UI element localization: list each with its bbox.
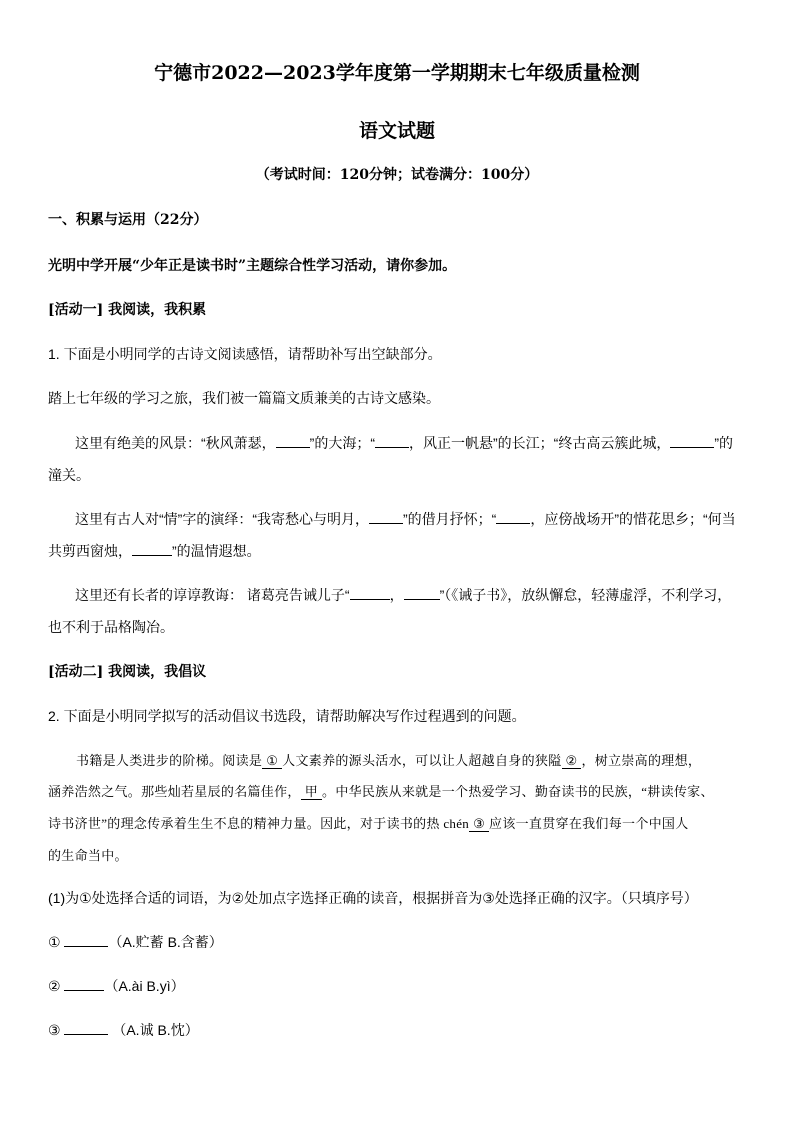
text-span: ”（《诫子书》，放纵懈怠，轻薄虚浮，不利学习， [439, 587, 732, 603]
text-span: 。中华民族从来就是一个热爱学习、勤奋读书的民族，“耕读传家、 [322, 784, 714, 799]
text-span: ， [389, 587, 404, 603]
answer-blank[interactable] [64, 932, 108, 947]
text-span: 书籍是人类进步的阶梯。阅读是 [76, 753, 263, 768]
option-choices: （A.诚 B.忱） [112, 1022, 199, 1038]
poem-paragraph-2-cont [48, 541, 261, 561]
text-span: 涵养浩然之气。那些灿若星辰的名篇佳作， [48, 784, 301, 799]
poem-paragraph-2 [75, 509, 736, 529]
question1-prompt: 1. 下面是小明同学的古诗文阅读感悟，请帮助补写出空缺部分。 [48, 346, 442, 362]
answer-blank[interactable] [369, 509, 403, 524]
answer-blank[interactable] [132, 541, 172, 556]
section-heading: 一、积累与运用（22分） [48, 212, 208, 228]
option-number: ② [48, 978, 61, 994]
option-choices: （A.ài B.yì） [104, 978, 185, 994]
text-span: ”的借月抒怀；“ [403, 511, 497, 527]
exam-info: （考试时间：120分钟；试卷满分：100分） [255, 167, 539, 183]
passage-line-2 [48, 781, 714, 800]
poem-paragraph-3 [75, 585, 731, 605]
option-number: ① [48, 934, 61, 950]
exam-title: 宁德市2022—2023学年度第一学期期末七年级质量检测 [154, 62, 640, 84]
option-row-2 [48, 976, 185, 996]
question1-lead: 踏上七年级的学习之旅，我们被一篇篇文质兼美的古诗文感染。 [48, 390, 440, 406]
answer-blank[interactable] [64, 976, 104, 991]
subquestion1-prompt: (1)为①处选择合适的词语，为②处加点字选择正确的读音，根据拼音为③处选择正确的汉字。（只填序号） [48, 890, 698, 906]
answer-blank[interactable] [404, 585, 440, 600]
passage-line-3 [48, 813, 689, 832]
poem-paragraph-1 [75, 433, 733, 453]
answer-blank[interactable] [496, 509, 530, 524]
activity1-heading: [活动一] 我阅读，我积累 [48, 302, 207, 318]
answer-blank[interactable] [670, 433, 714, 448]
text-span: 共剪西窗烛， [48, 543, 132, 559]
text-span: ”的 [714, 435, 733, 451]
text-span: ”的温情遐想。 [172, 543, 261, 559]
text-span: 诗书济世”的理念传承着生生不息的精神力量。因此，对于读书的热 chén [48, 816, 470, 831]
text-span: 这里有古人对“情”字的演绎：“我寄愁心与明月， [75, 511, 369, 527]
option-choices: （A.贮蓄 B.含蓄） [108, 934, 223, 950]
poem-paragraph-1-cont: 潼关。 [48, 467, 90, 483]
blank-marker-jia[interactable]: 甲 [301, 784, 322, 800]
answer-blank[interactable] [276, 433, 310, 448]
activity2-heading: [活动二] 我阅读，我倡议 [48, 664, 207, 680]
option-row-1 [48, 932, 223, 952]
text-span: ，风正一帆悬”的长江；“终古高云簇此城， [409, 435, 671, 451]
answer-blank[interactable] [64, 1020, 108, 1035]
text-span: ，树立崇高的理想， [581, 753, 702, 768]
option-number: ③ [48, 1022, 61, 1038]
section-intro: 光明中学开展“少年正是读书时”主题综合性学习活动，请你参加。 [48, 258, 457, 274]
text-span: 这里还有长者的谆谆教诲： 诸葛亮告诫儿子“ [75, 587, 350, 603]
exam-subtitle: 语文试题 [358, 120, 435, 142]
text-span: 应该一直贯穿在我们每一个中国人 [489, 816, 689, 831]
text-span: ”的大海；“ [309, 435, 375, 451]
passage-line-1 [76, 750, 701, 769]
question2-prompt: 2. 下面是小明同学拟写的活动倡议书选段，请帮助解决写作过程遇到的问题。 [48, 708, 526, 724]
text-span: 人文素养的源头活水，可以让人超越自身的狭 [282, 753, 549, 768]
dotted-char: 隘 [548, 753, 562, 768]
option-row-3 [48, 1020, 199, 1040]
poem-paragraph-3-cont: 也不利于品格陶冶。 [48, 619, 174, 635]
answer-blank[interactable] [350, 585, 390, 600]
text-span: 这里有绝美的风景：“秋风萧瑟， [75, 435, 276, 451]
answer-blank[interactable] [375, 433, 409, 448]
blank-marker-3[interactable]: ③ [469, 816, 489, 832]
passage-line-4: 的生命当中。 [48, 848, 128, 863]
text-span: ，应傍战场开”的惜花思乡；“何当 [530, 511, 736, 527]
blank-marker-2[interactable]: ② [562, 753, 582, 769]
blank-marker-1[interactable]: ① [262, 753, 282, 769]
